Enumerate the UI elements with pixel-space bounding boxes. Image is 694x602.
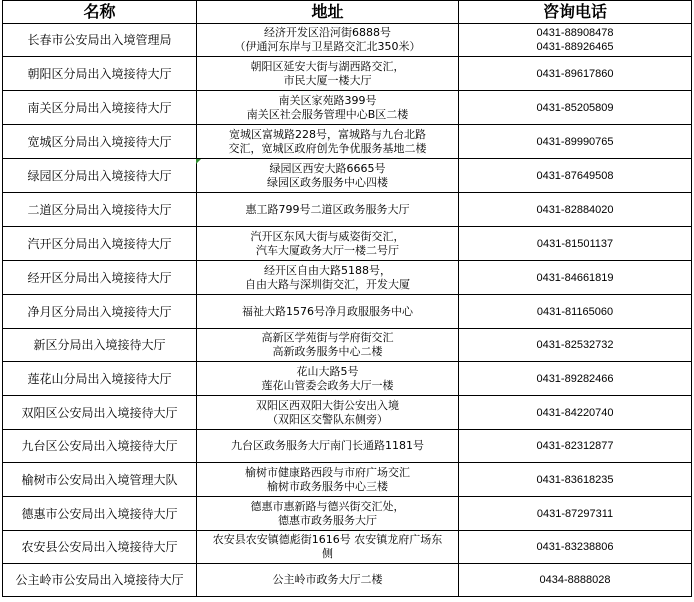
header-row [3,1,692,24]
table-row [3,463,692,497]
phone-number: 0431-83618235 [536,473,614,486]
table-row [3,396,692,430]
phone-number: 0431-81501137 [536,237,614,250]
office-name-cell: 绿园区分局出入境接待大厅 [3,159,197,193]
address-line: 交汇，宽城区政府创先争优服务基地二楼 [228,141,427,155]
table-row [3,125,692,159]
address-line: （双阳区交警队东侧旁） [267,412,388,426]
office-name-cell: 莲花山分局出入境接待大厅 [3,362,197,396]
table-row [3,261,692,295]
office-name-cell: 德惠市公安局出入境接待大厅 [3,497,197,531]
office-name-cell: 朝阳区分局出入境接待大厅 [3,57,197,91]
address-line: 绿园区政务服务中心四楼 [267,175,388,189]
address-cell [197,125,459,159]
table-row [3,564,692,597]
table-row [3,227,692,261]
table-row [3,159,692,193]
address-line: 南关区家苑路399号 [278,93,377,107]
column-header-phone: 咨询电话 [459,1,692,24]
address-cell [197,362,459,396]
phone-number: 0431-82884020 [536,203,614,216]
phone-cell [459,531,692,564]
address-line: 经开区自由大路5188号， [264,263,391,277]
phone-cell [459,396,692,430]
address-line: 经济开发区沿河街6888号 [264,26,391,39]
service-directory-table [2,0,692,597]
office-name-cell: 公主岭市公安局出入境接待大厅 [3,564,197,597]
phone-number: 0431-88908478 [536,27,614,39]
phone-cell [459,564,692,597]
cell-comment-marker [196,159,201,164]
phone-cell [459,362,692,396]
phone-cell [459,125,692,159]
table-row [3,430,692,463]
table-row [3,24,692,57]
address-cell [197,531,459,564]
phone-cell [459,295,692,329]
address-line: 自由大路与深圳街交汇，开发大厦 [245,277,410,291]
phone-cell [459,57,692,91]
column-header-address: 地址 [197,1,459,24]
phone-cell [459,261,692,295]
address-line: 惠工路799号二道区政务服务大厅 [245,202,410,216]
address-cell [197,497,459,531]
address-line: 莲花山管委会政务大厅一楼 [261,378,394,392]
office-name-cell: 农安县公安局出入境接待大厅 [3,531,197,564]
office-name-cell: 榆树市公安局出入境管理大队 [3,463,197,497]
address-cell [197,430,459,463]
address-line: 高新政务服务中心二楼 [272,345,383,358]
table-row [3,329,692,362]
address-line: 农安县农安镇德彪街1616号 农安镇龙府广场东 [212,533,443,546]
office-name-cell: 九台区公安局出入境接待大厅 [3,430,197,463]
address-cell [197,564,459,597]
office-name-cell: 二道区分局出入境接待大厅 [3,193,197,227]
address-line: 朝阳区延安大街与湖西路交汇， [250,59,405,73]
phone-number: 0431-89990765 [536,135,614,148]
address-line: 德惠市惠新路与德兴街交汇处， [250,499,405,513]
phone-number: 0431-89617860 [536,67,614,80]
address-cell [197,329,459,362]
address-cell [197,227,459,261]
table-row [3,91,692,125]
address-line: 高新区学苑街与学府街交汇 [261,331,394,344]
address-line: 花山大路5号 [296,364,359,378]
address-line: 德惠市政务服务大厅 [278,513,377,527]
address-cell [197,91,459,125]
office-name-cell: 经开区分局出入境接待大厅 [3,261,197,295]
phone-cell [459,430,692,463]
column-header-name: 名称 [3,1,197,24]
address-line: 公主岭市政务大厅二楼 [272,573,383,586]
phone-number: 0431-81165060 [536,305,614,318]
table-row [3,57,692,91]
address-line: 侧 [322,547,333,560]
office-name-cell: 长春市公安局出入境管理局 [3,24,197,57]
phone-cell [459,24,692,57]
table-row [3,531,692,564]
phone-number: 0431-82312877 [536,440,614,452]
office-name-cell: 宽城区分局出入境接待大厅 [3,125,197,159]
phone-number: 0431-85205809 [536,101,614,114]
address-cell [197,396,459,430]
phone-number: 0431-88926465 [536,41,614,53]
office-name-cell: 新区分局出入境接待大厅 [3,329,197,362]
address-cell [197,57,459,91]
phone-number: 0431-84661819 [536,271,614,284]
address-line: 市民大厦一楼大厅 [283,73,372,87]
address-line: 榆树市健康路西段与市府广场交汇 [245,465,410,479]
table-row [3,295,692,329]
phone-cell [459,91,692,125]
address-line: 汽开区东风大街与威姿街交汇， [250,229,405,243]
address-cell [197,193,459,227]
address-line: 宽城区富城路228号，富城路与九台北路 [229,127,426,141]
address-line: 榆树市政务服务中心三楼 [267,479,388,493]
phone-cell [459,329,692,362]
phone-number: 0431-87297311 [536,507,614,520]
phone-cell [459,497,692,531]
address-cell [197,261,459,295]
office-name-cell: 双阳区公安局出入境接待大厅 [3,396,197,430]
phone-number: 0431-89282466 [536,372,614,385]
address-line: 汽车大厦政务大厅一楼二号厅 [256,243,399,257]
address-cell [197,24,459,57]
address-line: 双阳区西双阳大街公安出入境 [256,398,399,412]
phone-number: 0431-83238806 [536,541,614,553]
phone-cell [459,159,692,193]
office-name-cell: 汽开区分局出入境接待大厅 [3,227,197,261]
address-cell [197,295,459,329]
phone-number: 0431-84220740 [536,406,614,419]
phone-number: 0431-82532732 [536,339,614,351]
address-line: 九台区政务服务大厅南门长通路1181号 [231,439,424,452]
table-row [3,497,692,531]
address-cell [197,463,459,497]
office-name-cell: 净月区分局出入境接待大厅 [3,295,197,329]
phone-number: 0431-87649508 [536,169,614,182]
address-cell [197,159,459,193]
phone-cell [459,227,692,261]
address-line: 绿园区西安大路6665号 [269,161,386,175]
table-row [3,362,692,396]
phone-cell [459,193,692,227]
phone-number: 0434-8888028 [539,574,611,586]
address-line: 南关区社会服务管理中心B区二楼 [246,107,409,121]
table-body [3,24,692,597]
phone-cell [459,463,692,497]
address-line: 福祉大路1576号净月政服服务中心 [242,304,413,318]
address-line: （伊通河东岸与卫星路交汇北350米） [234,40,421,53]
table-row [3,193,692,227]
office-name-cell: 南关区分局出入境接待大厅 [3,91,197,125]
